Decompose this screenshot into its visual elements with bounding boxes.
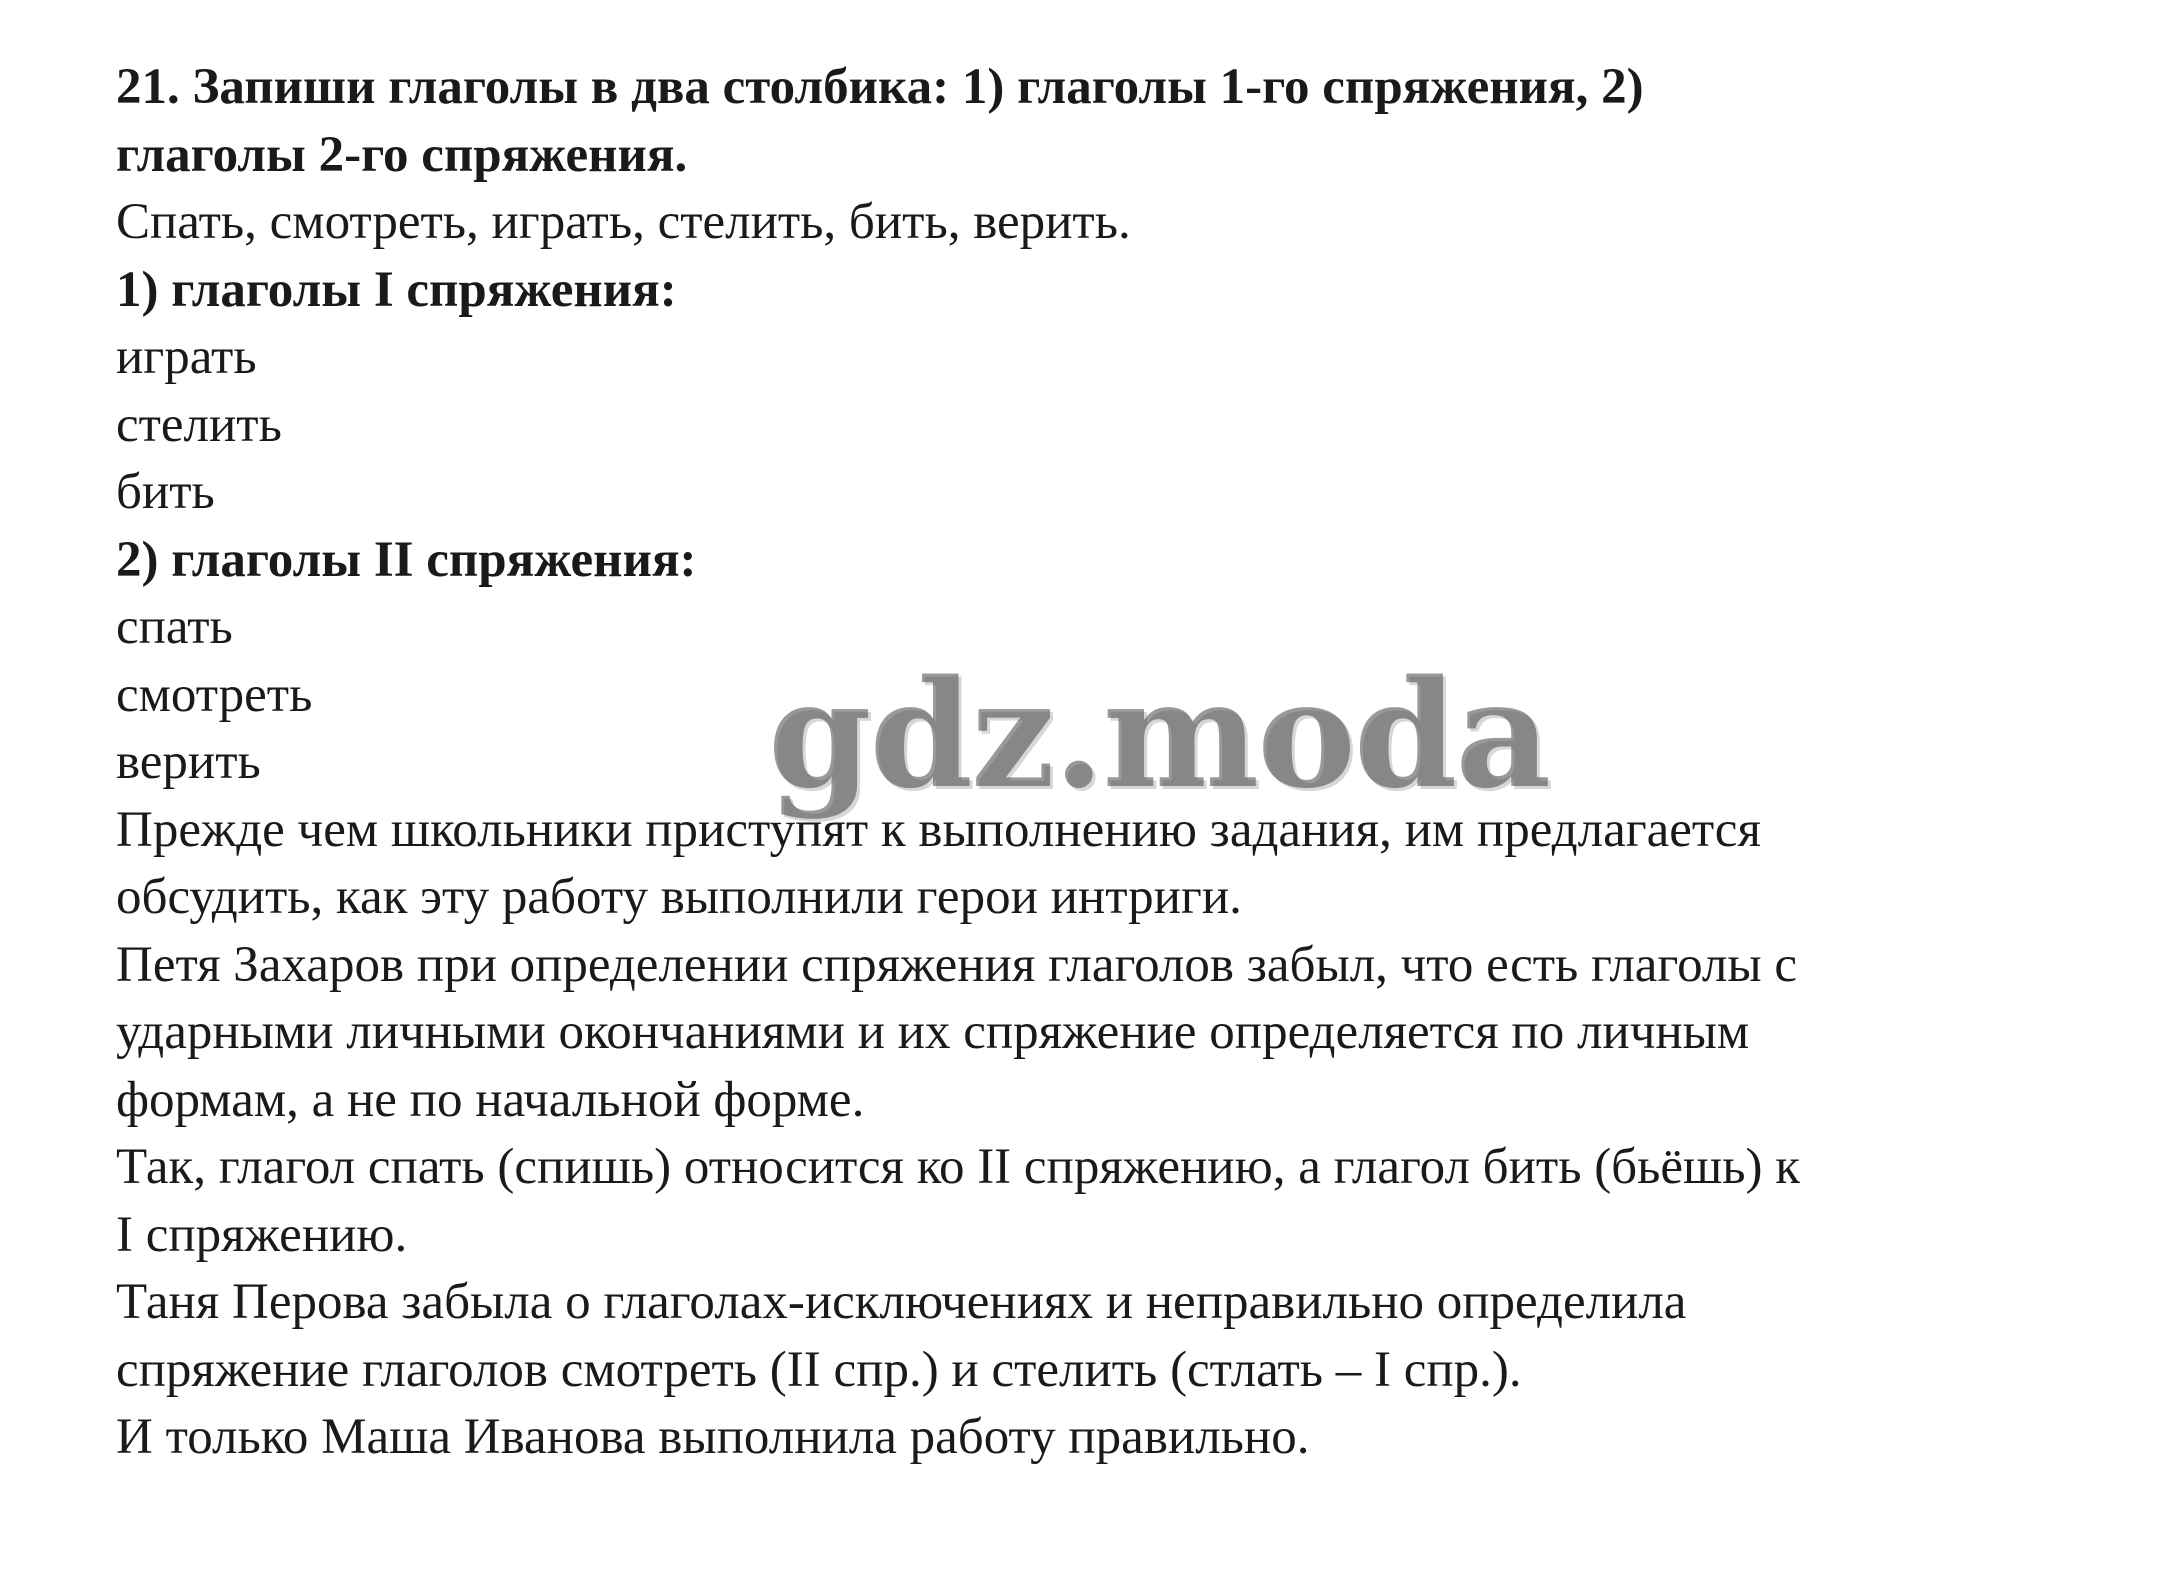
group2-title: 2) глаголы II спряжения: xyxy=(116,531,697,588)
group1-item: стелить xyxy=(116,396,282,453)
task-heading-line-2: глаголы 2-го спряжения. xyxy=(116,126,688,183)
explanation-line: Прежде чем школьники приступят к выполнению задания, им предлагается xyxy=(116,801,1761,858)
explanation-line: ударными личными окончаниями и их спряжение определяется по личным xyxy=(116,1004,1750,1060)
group2-item: смотреть xyxy=(116,666,313,723)
watermark-logo: gdz.moda xyxy=(768,647,1550,821)
group1-item: играть xyxy=(116,329,257,385)
explanation-line: спряжение глаголов смотреть (II спр.) и стелить (стлать – I спр.). xyxy=(116,1341,1522,1398)
explanation-line: Таня Перова забыла о глаголах-исключениях и неправильно определила xyxy=(116,1274,1687,1330)
group2-item: спать xyxy=(116,599,233,655)
group1-title: 1) глаголы I спряжения: xyxy=(116,261,677,318)
verbs-list: Спать, смотреть, играть, стелить, бить, верить. xyxy=(116,194,1131,250)
group1-item: бить xyxy=(116,464,215,520)
explanation-line: И только Маша Иванова выполнила работу правильно. xyxy=(116,1409,1310,1465)
explanation-line: Так, глагол спать (спишь) относится ко II спряжению, а глагол бить (бьёшь) к xyxy=(116,1139,1801,1195)
group2-item: верить xyxy=(116,734,261,790)
task-heading-line-1: 21. Запиши глаголы в два столбика: 1) глаголы 1-го спряжения, 2) xyxy=(116,59,1644,115)
explanation-line: I спряжению. xyxy=(116,1206,408,1263)
explanation-line: формам, а не по начальной форме. xyxy=(116,1071,865,1128)
explanation-line: Петя Захаров при определении спряжения глаголов забыл, что есть глаголы с xyxy=(116,936,1798,993)
explanation-line: обсудить, как эту работу выполнили герои интриги. xyxy=(116,869,1242,925)
